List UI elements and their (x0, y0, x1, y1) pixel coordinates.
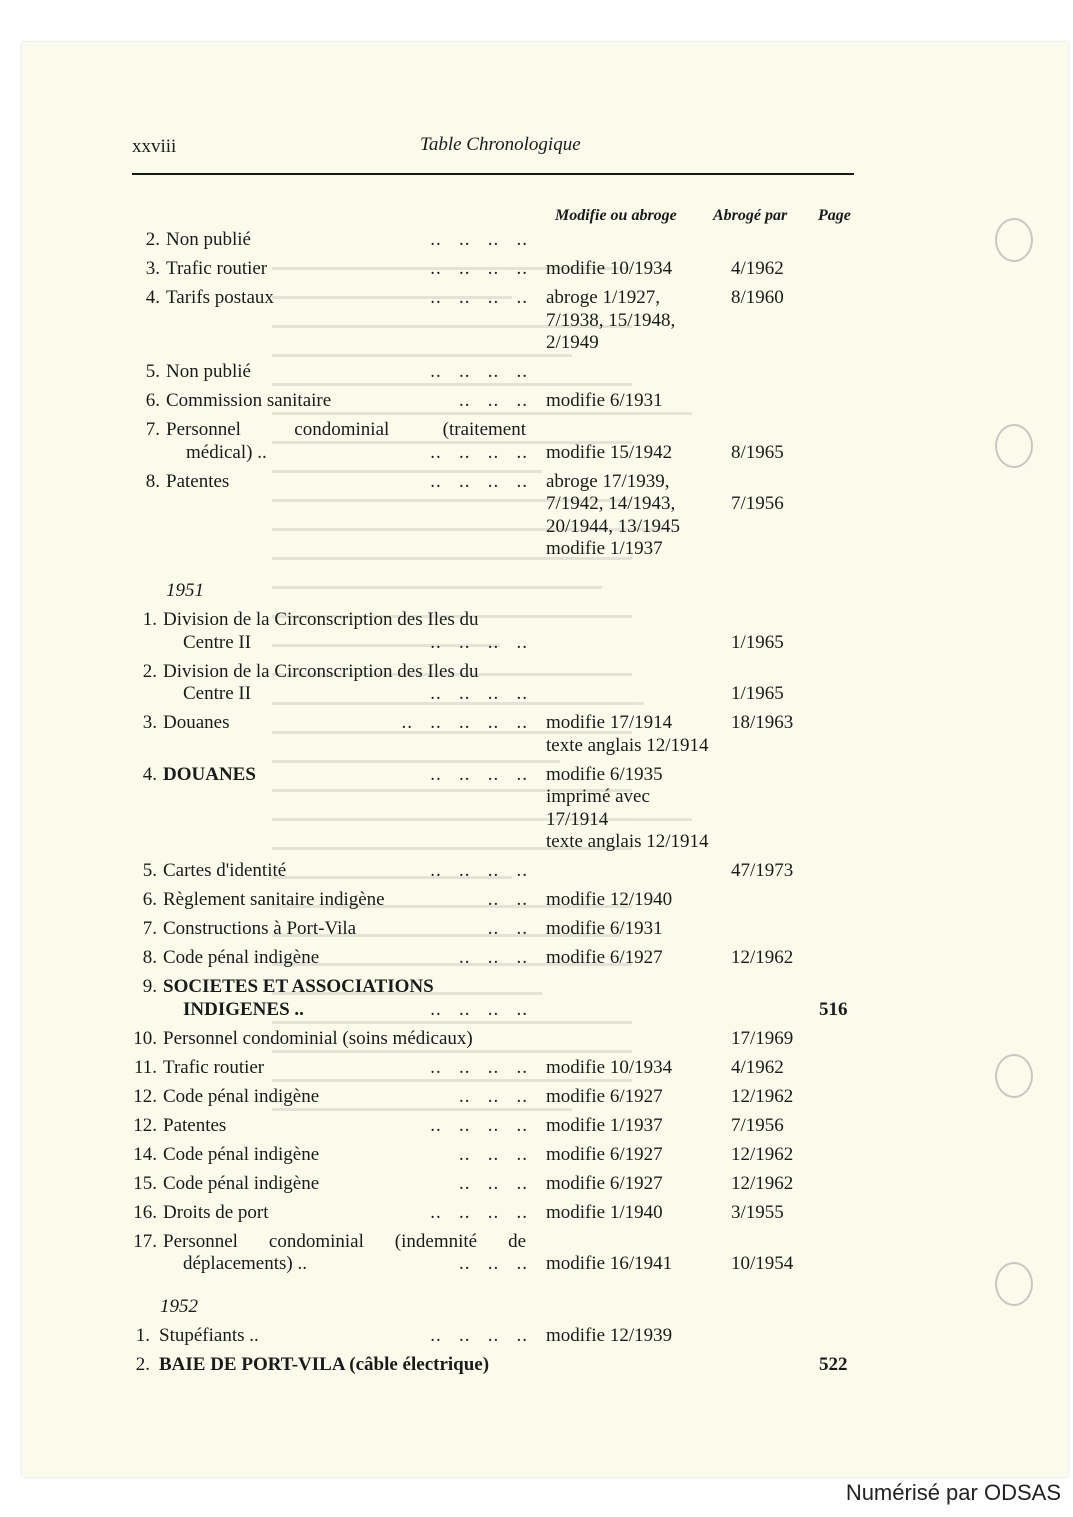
entry-title: Trafic routier (166, 258, 268, 279)
entry-title-continued: déplacements) .. (183, 1253, 307, 1274)
year-heading-1951: 1951 (166, 580, 204, 601)
entry-number: 1. (135, 1325, 150, 1346)
leader-dots: .. .. .. .. .. (401, 712, 528, 733)
modifie-ou-abroge: modifie 12/1939 (546, 1325, 673, 1346)
header-rule (132, 173, 854, 175)
leader-dots: .. .. .. (459, 1085, 528, 1107)
modifie-ou-abroge: modifie 6/1931 (546, 390, 663, 411)
entry-number: 11. (133, 1056, 157, 1078)
entry-title: Trafic routier (163, 1056, 265, 1078)
abroge-par: 18/1963 (731, 712, 794, 733)
entry-title: Cartes d'identité (163, 860, 287, 881)
binder-hole-4 (995, 1262, 1033, 1306)
entry-title: Non publié (166, 229, 251, 250)
entry-number: 17. (133, 1230, 157, 1252)
column-header-abroge: Abrogé par (713, 207, 788, 224)
entry-title: BAIE DE PORT-VILA (câble électrique) (159, 1354, 490, 1375)
abroge-par: 12/1962 (731, 1172, 794, 1194)
entry-number: 4. (142, 763, 157, 785)
modifie-ou-abroge: modifie 6/1927 (546, 947, 663, 968)
modifie-ou-abroge: modifie 10/1934 (546, 1056, 673, 1078)
entry-number: 6. (142, 889, 157, 910)
entry-title: Code pénal indigène (163, 1085, 320, 1107)
entry-number: 10. (133, 1027, 157, 1049)
entry-number: 3. (145, 258, 160, 279)
leader-dots: .. .. .. (459, 390, 528, 411)
leader-dots: .. .. .. (459, 1143, 528, 1165)
year-heading-1952: 1952 (160, 1296, 198, 1317)
abroge-par: 7/1956 (731, 493, 784, 514)
abroge-par: 3/1955 (731, 1201, 784, 1223)
entry-title: Droits de port (163, 1201, 269, 1223)
entry-title: Code pénal indigène (163, 1143, 320, 1165)
entry-title: DOUANES (163, 763, 256, 785)
entry-title: Personnel condominial (soins médicaux) (163, 1027, 473, 1049)
leader-dots: .. .. .. (459, 947, 528, 968)
entry-number: 2. (135, 1354, 150, 1375)
digitized-by-credit: Numérisé par ODSAS (845, 1480, 1061, 1505)
modifie-ou-abroge: modifie 6/1935 imprimé avec 17/1914 texte anglais 12/1914 (546, 763, 709, 852)
leader-dots: .. .. .. (459, 1172, 528, 1194)
abroge-par: 8/1960 (731, 287, 784, 308)
page-number: xxviii (132, 136, 177, 157)
abroge-par: 47/1973 (731, 860, 794, 881)
modifie-ou-abroge: modifie 17/1914 texte anglais 12/1914 (546, 712, 709, 756)
entry-number: 7. (142, 918, 157, 939)
entry-number: 8. (142, 947, 157, 968)
abroge-par: 1/1965 (731, 683, 784, 704)
entry-number: 1. (142, 609, 157, 630)
leader-dots: .. .. .. .. (430, 470, 528, 492)
abroge-par: 1/1965 (731, 631, 784, 653)
entry-number: 4. (145, 287, 160, 308)
entry-title: Code pénal indigène (163, 1172, 320, 1194)
entry-number: 12. (133, 1085, 157, 1107)
page-title: Table Chronologique (420, 134, 581, 155)
entry-title: Division de la Circonscription des Iles du (163, 660, 479, 682)
column-header-page: Page (818, 207, 851, 224)
leader-dots: .. .. .. .. (430, 1056, 528, 1078)
modifie-ou-abroge: modifie 6/1927 (546, 1172, 663, 1194)
abroge-par: 7/1956 (731, 1114, 784, 1136)
page-reference: 516 (819, 998, 848, 1020)
leader-dots: .. .. .. .. (430, 860, 528, 881)
modifie-ou-abroge: modifie 6/1931 (546, 918, 663, 939)
leader-dots: .. .. .. .. (430, 1114, 528, 1136)
modifie-ou-abroge: modifie 16/1941 (546, 1253, 673, 1274)
abroge-par: 12/1962 (731, 947, 794, 968)
entry-title: Patentes (166, 470, 230, 492)
modifie-ou-abroge: modifie 1/1940 (546, 1201, 663, 1223)
entry-title: Tarifs postaux (166, 287, 274, 308)
leader-dots: .. .. .. .. (430, 683, 528, 704)
leader-dots: .. .. .. .. (430, 258, 528, 279)
leader-dots: .. .. .. .. (430, 631, 528, 653)
entry-number: 12. (133, 1114, 157, 1136)
modifie-ou-abroge: abroge 1/1927, 7/1938, 15/1948, 2/1949 (546, 287, 676, 353)
modifie-ou-abroge: modifie 1/1937 (546, 1114, 663, 1136)
leader-dots: .. .. .. .. (430, 441, 528, 463)
entry-title: Douanes (163, 712, 230, 733)
leader-dots: .. .. .. .. (430, 763, 528, 785)
entry-title: Constructions à Port-Vila (163, 918, 357, 939)
leader-dots: .. .. .. .. (430, 1325, 528, 1346)
entry-title-continued: Centre II (183, 683, 252, 704)
binder-hole-1 (995, 218, 1033, 262)
leader-dots: .. .. .. (459, 1253, 528, 1274)
entry-number: 8. (145, 470, 160, 492)
abroge-par: 10/1954 (731, 1253, 794, 1274)
abroge-par: 4/1962 (731, 1056, 784, 1078)
modifie-ou-abroge: modifie 12/1940 (546, 889, 673, 910)
leader-dots: .. .. .. .. (430, 287, 528, 308)
modifie-ou-abroge: modifie 15/1942 (546, 441, 673, 463)
leader-dots: .. .. .. .. (430, 361, 528, 382)
entry-number: 2. (142, 660, 157, 682)
modifie-ou-abroge: modifie 6/1927 (546, 1085, 663, 1107)
entry-number: 5. (142, 860, 157, 881)
entry-number: 2. (145, 229, 160, 250)
modifie-ou-abroge: modifie 6/1927 (546, 1143, 663, 1165)
entry-title: Non publié (166, 361, 251, 382)
entry-title-continued: médical) .. (186, 441, 267, 463)
abroge-par: 4/1962 (731, 258, 784, 279)
binder-hole-2 (995, 424, 1033, 468)
leader-dots: .. .. .. .. (430, 229, 528, 250)
leader-dots: .. .. (487, 889, 528, 910)
entry-title: SOCIETES ET ASSOCIATIONS (163, 976, 434, 997)
entry-title: Division de la Circonscription des Iles du (163, 609, 479, 630)
entry-title: Patentes (163, 1114, 227, 1136)
entry-title: Personnel condominial (traitement (166, 419, 526, 440)
leader-dots: .. .. (487, 918, 528, 939)
entry-title-continued: Centre II (183, 631, 252, 653)
entry-title-continued: INDIGENES .. (183, 998, 304, 1020)
entry-title: Règlement sanitaire indigène (163, 889, 385, 910)
modifie-ou-abroge: abroge 17/1939, 7/1942, 14/1943, 20/1944, 13/1945 modifie 1/1937 (546, 470, 681, 559)
entry-number: 7. (145, 419, 160, 440)
entry-number: 14. (133, 1143, 157, 1165)
abroge-par: 17/1969 (731, 1027, 794, 1049)
page-reference: 522 (819, 1354, 848, 1375)
entry-number: 3. (142, 712, 157, 733)
entry-title: Stupéfiants .. (159, 1325, 259, 1346)
entry-number: 6. (145, 390, 160, 411)
entry-title: Code pénal indigène (163, 947, 320, 968)
entry-number: 5. (145, 361, 160, 382)
abroge-par: 8/1965 (731, 441, 784, 463)
column-header-modifie: Modifie ou abroge (555, 207, 677, 224)
abroge-par: 12/1962 (731, 1143, 794, 1165)
entry-number: 15. (133, 1172, 157, 1194)
leader-dots: .. .. .. .. (430, 1201, 528, 1223)
binder-hole-3 (995, 1054, 1033, 1098)
leader-dots: .. .. .. .. (430, 998, 528, 1020)
entry-title: Commission sanitaire (166, 390, 332, 411)
entry-title: Personnel condominial (indemnité de (163, 1230, 526, 1252)
modifie-ou-abroge: modifie 10/1934 (546, 258, 673, 279)
abroge-par: 12/1962 (731, 1085, 794, 1107)
entry-number: 16. (133, 1201, 157, 1223)
entry-number: 9. (142, 976, 157, 997)
